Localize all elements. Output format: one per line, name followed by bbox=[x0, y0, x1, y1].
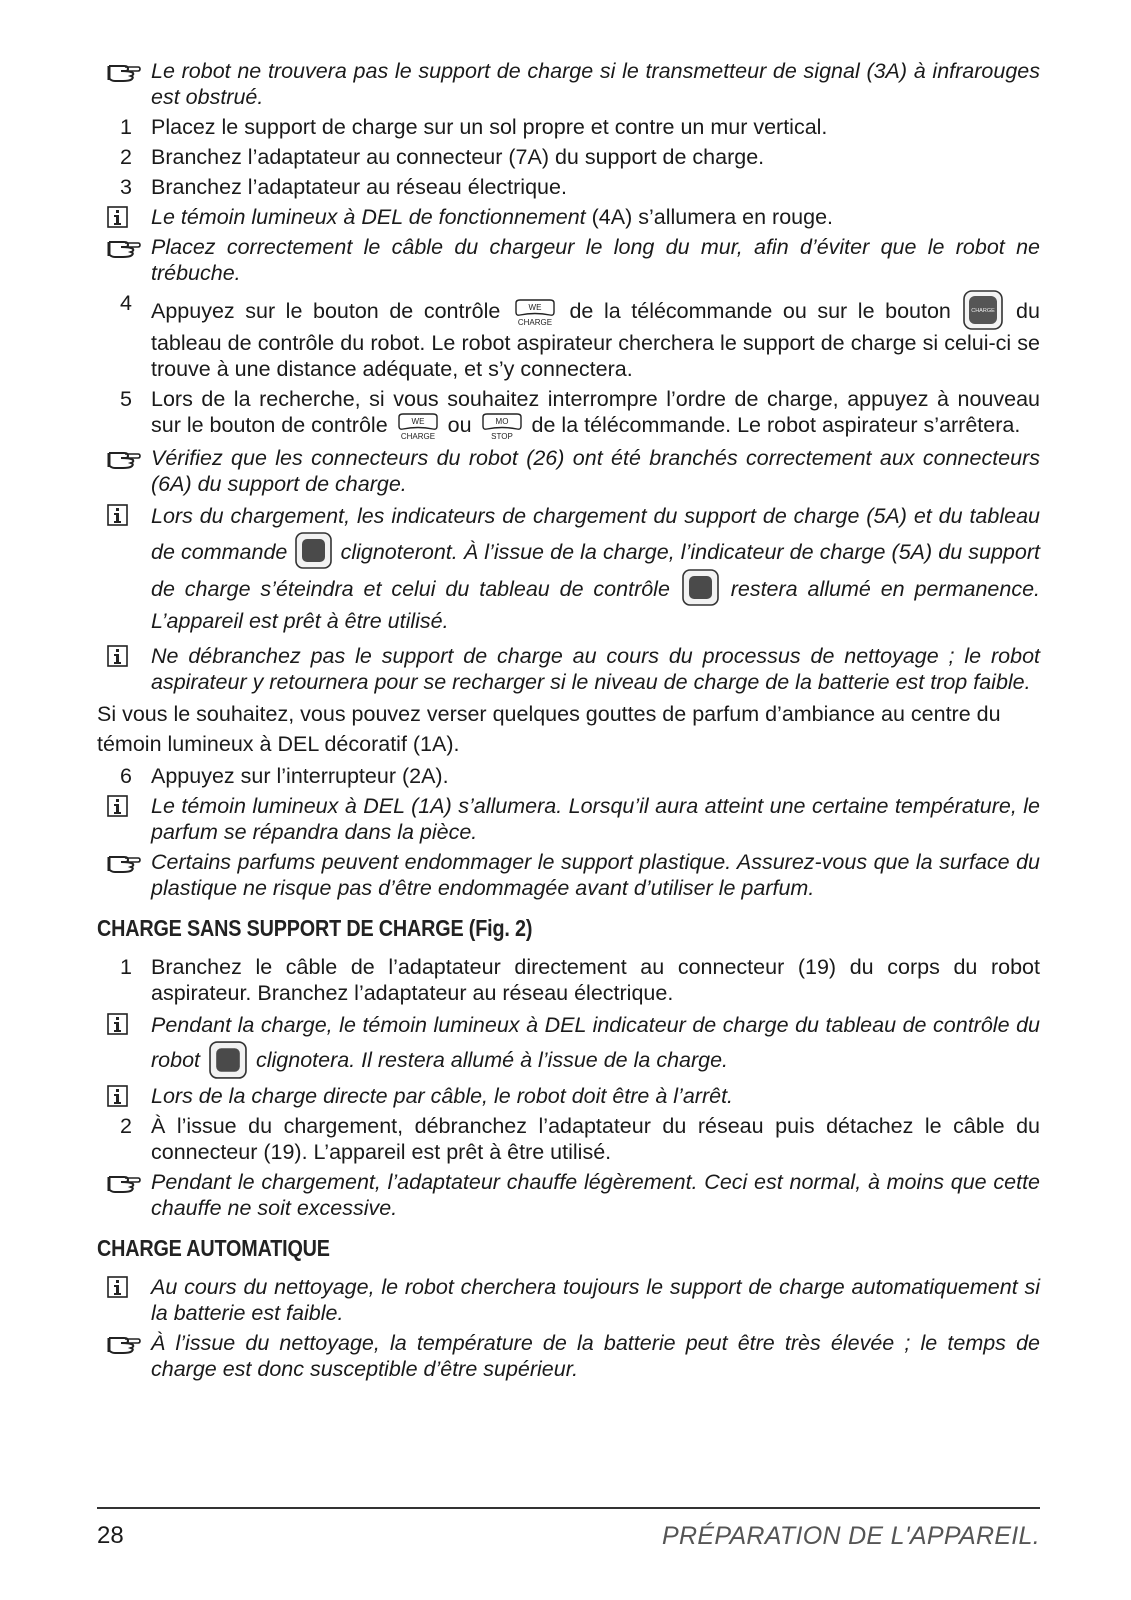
svg-text:WE: WE bbox=[528, 303, 542, 312]
info-icon bbox=[107, 504, 128, 526]
info-icon bbox=[107, 795, 128, 817]
charge-indicator-icon bbox=[295, 532, 332, 569]
info-icon bbox=[107, 1085, 128, 1107]
info-charging-indicators: Lors du chargement, les indicateurs de chargement du support de charge (5A) et du tableau de commande clignoteront. À l’issue de la charge, l’indicateur de charge (5A) du support de charge s’éteindra et celui du tableau de contrôle restera allumé en permanence. L’appareil est prêt à être utilisé. bbox=[97, 501, 1040, 637]
step-3-plug-mains: 3 Branchez l’adaptateur au réseau électrique. bbox=[120, 175, 567, 199]
svg-text:MO: MO bbox=[495, 417, 508, 426]
paragraph-perfume: Si vous le souhaitez, vous pouvez verser quelques gouttes de parfum d’ambiance au centre du témoin lumineux à DEL décoratif (1A). bbox=[97, 702, 1001, 756]
robot-charge-key-icon bbox=[963, 290, 1003, 330]
page-number: 28 bbox=[97, 1522, 124, 1549]
manual-page bbox=[97, 58, 1040, 1386]
svg-text:WE: WE bbox=[411, 417, 425, 426]
pointing-hand-icon bbox=[107, 60, 141, 82]
pointing-hand-icon bbox=[107, 851, 141, 873]
pointing-hand-icon bbox=[107, 1171, 141, 1193]
direct-step-2: 2 À l’issue du chargement, débranchez l’adaptateur du réseau puis détachez le câble du connecteur (19). L’appareil est prêt à être utilisé. bbox=[120, 1114, 1040, 1164]
section-heading-direct-charge: CHARGE SANS SUPPORT DE CHARGE (Fig. 2) bbox=[97, 915, 533, 941]
info-robot-off: Lors de la charge directe par câble, le robot doit être à l’arrêt. bbox=[97, 1083, 1040, 1109]
svg-text:CHARGE: CHARGE bbox=[971, 308, 996, 314]
svg-text:STOP: STOP bbox=[490, 432, 513, 441]
note-cable-placement: Placez correctement le câble du chargeur le long du mur, afin d’éviter que le robot ne trébuche. bbox=[97, 234, 1040, 286]
pointing-hand-icon bbox=[107, 1332, 141, 1354]
info-decorative-led: Le témoin lumineux à DEL (1A) s’allumera. Lorsqu’il aura atteint une certaine température, le parfum se répandra dans la pièce. bbox=[97, 793, 1040, 845]
charge-indicator-icon bbox=[682, 569, 719, 606]
note-perfume-plastic: Certains parfums peuvent endommager le support plastique. Assurez-vous que la surface du plastique ne risque pas d’être endommagée avant d’utiliser le parfum. bbox=[97, 849, 1040, 901]
pointing-hand-icon bbox=[107, 236, 141, 258]
svg-text:CHARGE: CHARGE bbox=[400, 432, 435, 441]
step-4-press-charge: 4 Appuyez sur le bouton de contrôle WE CHARGE de la télécommande ou sur le bouton CHARGE du tableau de contrôle du robot. Le robot aspirateur cherchera le support de charge si celui-ci se trouve à une distance adéquate, et s’y connectera. bbox=[120, 291, 1040, 381]
step-5-interrupt: 5 Lors de la recherche, si vous souhaitez interrompre l’ordre de charge, appuyez à nouveau sur le bouton de contrôle WE CHARGE ou MO STOP de la télécommande. Le robot aspirateur s’arrêtera. bbox=[120, 387, 1040, 441]
step-1-place-dock: 1 Placez le support de charge sur un sol propre et contre un mur vertical. bbox=[120, 115, 828, 139]
note-check-connectors: Vérifiez que les connecteurs du robot (26) ont été branchés correctement aux connecteurs (6A) du support de charge. bbox=[97, 445, 1040, 497]
direct-step-1: 1 Branchez le câble de l’adaptateur directement au connecteur (19) du corps du robot aspirateur. Branchez l’adaptateur au réseau électrique. bbox=[120, 955, 1040, 1005]
note-adapter-heat: Pendant le chargement, l’adaptateur chauffe légèrement. Ceci est normal, à moins que cette chauffe ne soit excessive. bbox=[97, 1169, 1040, 1221]
remote-we-charge-button-icon bbox=[396, 413, 440, 441]
section-heading-auto-charge: CHARGE AUTOMATIQUE bbox=[97, 1235, 330, 1261]
note-infrared: Le robot ne trouvera pas le support de charge si le transmetteur de signal (3A) à infrarouges est obstrué. bbox=[97, 58, 1040, 110]
info-direct-charge-led: Pendant la charge, le témoin lumineux à DEL indicateur de charge du tableau de contrôle du robot clignotera. Il restera allumé à l’issue de la charge. bbox=[97, 1010, 1040, 1079]
svg-text:CHARGE: CHARGE bbox=[517, 318, 553, 327]
footer-section-title: PRÉPARATION DE L'APPAREIL. bbox=[662, 1522, 1040, 1550]
info-operation-led: Le témoin lumineux à DEL de fonctionnement (4A) s’allumera en rouge. bbox=[97, 204, 1040, 230]
info-do-not-unplug: Ne débranchez pas le support de charge au cours du processus de nettoyage ; le robot aspirateur y retournera pour se recharger si le niveau de charge de la batterie est trop faible. bbox=[97, 643, 1040, 695]
info-icon bbox=[107, 206, 128, 228]
info-auto-return: Au cours du nettoyage, le robot cherchera toujours le support de charge automatiquement si la batterie est faible. bbox=[97, 1274, 1040, 1326]
note-battery-temperature: À l’issue du nettoyage, la température de la batterie peut être très élevée ; le temps de charge est donc susceptible d’être supérieur. bbox=[97, 1330, 1040, 1382]
info-icon bbox=[107, 1013, 128, 1035]
remote-we-charge-button-icon bbox=[513, 299, 557, 327]
charge-indicator-icon bbox=[209, 1041, 247, 1079]
step-2-connect-adapter: 2 Branchez l’adaptateur au connecteur (7A) du support de charge. bbox=[120, 145, 765, 169]
remote-mo-stop-button-icon bbox=[480, 413, 524, 441]
footer-rule bbox=[97, 1507, 1040, 1509]
step-6-switch: 6 Appuyez sur l’interrupteur (2A). bbox=[120, 764, 449, 788]
info-icon bbox=[107, 645, 128, 667]
pointing-hand-icon bbox=[107, 447, 141, 469]
info-icon bbox=[107, 1276, 128, 1298]
